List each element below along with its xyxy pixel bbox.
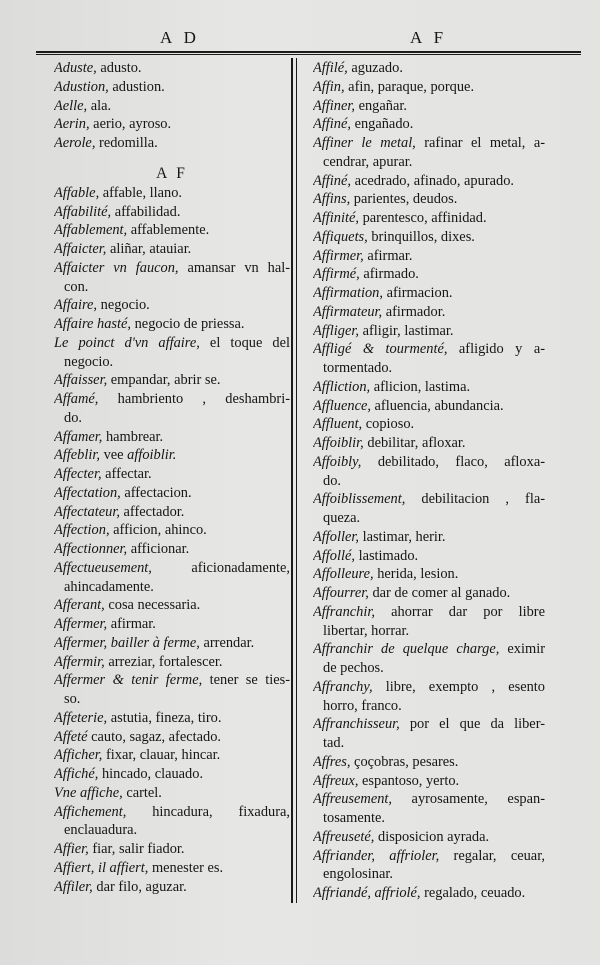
dictionary-entry: [313, 303, 545, 322]
dictionary-entry: [313, 847, 545, 866]
dictionary-entry: [313, 603, 545, 622]
entry-headword: Affliction,: [313, 378, 371, 395]
entry-headword: Vne affiche,: [54, 784, 123, 801]
entry-headword: Affiler,: [54, 878, 93, 895]
entry-headword: Aerole,: [54, 135, 96, 151]
entry-continuation: queza.: [323, 510, 361, 526]
section-heading: A F: [156, 164, 188, 182]
entry-definition: cauto, sagaz, afectado.: [87, 728, 221, 745]
entry-continuation: negocio.: [64, 353, 114, 370]
entry-headword: Adustion,: [54, 78, 109, 95]
entry-headword: Affection,: [54, 522, 110, 539]
entry-definition: debilitacion , fla-: [405, 491, 545, 508]
entry-definition: affectacion.: [120, 484, 192, 501]
dictionary-entry: [54, 728, 290, 747]
entry-definition: el toque del: [199, 334, 290, 351]
right-column: [313, 59, 545, 903]
entry-definition: dar de comer al ganado.: [368, 585, 511, 601]
entry-headword: Aerin,: [54, 116, 90, 133]
entry-definition: affectar.: [101, 466, 152, 482]
entry-headword: Affectionner,: [54, 541, 128, 557]
entry-definition: debilitado, flaco, afloxa-: [361, 453, 545, 470]
entry-definition: aerio, ayroso.: [89, 116, 172, 133]
dictionary-entry: [313, 265, 545, 284]
section-gap: [54, 153, 290, 161]
entry-headword: Affreusement,: [313, 791, 392, 808]
entry-headword: Affollé,: [313, 547, 355, 564]
dictionary-entry: [313, 172, 545, 191]
entry-definition: affabilidad.: [111, 203, 181, 220]
entry-headword: Affaicter,: [54, 241, 107, 257]
entry-continuation: tosamente.: [323, 810, 385, 826]
entry-headword: Affecter,: [54, 466, 102, 482]
entry-headword: Affranchir de quelque charge,: [313, 641, 500, 658]
dictionary-entry: [313, 228, 545, 247]
dictionary-entry: [313, 715, 545, 734]
entry-definition: vee: [99, 447, 128, 464]
dictionary-entry: [313, 190, 545, 209]
entry-definition: astutia, fineza, tiro.: [107, 709, 222, 726]
entry-continuation: enclauadura.: [64, 822, 138, 839]
entry-continuation: con.: [64, 278, 89, 295]
entry-headword: Affamer,: [54, 428, 103, 445]
entry-headword: Affoiblir,: [313, 435, 364, 451]
entry-headword: Affiner le metal,: [313, 135, 416, 151]
dictionary-entry: [313, 547, 545, 566]
dictionary-entry: [54, 540, 290, 559]
entry-definition: afirmado.: [359, 266, 419, 283]
entry-definition: aguzado.: [347, 60, 403, 76]
entry-definition: afficion, ahinco.: [109, 522, 207, 539]
dictionary-entry: [313, 753, 545, 772]
entry-definition: afluencia, abundancia.: [370, 397, 504, 414]
dictionary-entry: [54, 203, 290, 222]
dictionary-entry: [54, 240, 290, 259]
entry-definition: afirmar.: [363, 247, 413, 264]
entry-definition: negocio.: [97, 297, 150, 314]
entry-definition: amansar vn hal-: [178, 259, 290, 276]
entry-continuation: tormentado.: [323, 360, 393, 376]
entry-headword: Affriandé, affriolé,: [313, 885, 421, 901]
entry-headword: Affable,: [54, 184, 100, 201]
entry-definition: parentesco, affinidad.: [358, 210, 487, 226]
dictionary-entry: [54, 746, 290, 765]
entry-continuation: do.: [323, 472, 341, 489]
entry-continuation: horro, franco.: [323, 697, 402, 714]
entry-headword: Aelle,: [54, 97, 88, 114]
entry-headword: Affeblir,: [54, 447, 100, 464]
entry-definition: adusto.: [96, 60, 142, 76]
entry-definition: affablemente.: [127, 222, 210, 239]
dictionary-entry: [54, 503, 290, 522]
dictionary-entry: [54, 671, 290, 690]
entry-definition: regalar, ceuar,: [439, 847, 545, 864]
dictionary-entry: [54, 596, 290, 615]
entry-headword: Affablement,: [54, 222, 128, 239]
entry-definition: fixar, clauar, hincar.: [102, 747, 221, 764]
entry-definition: espantoso, yerto.: [358, 772, 460, 789]
entry-headword: Affranchy,: [313, 678, 373, 695]
entry-headword: Affirmer,: [313, 247, 364, 264]
entry-headword: Affeterie,: [54, 709, 108, 726]
entry-definition: cosa necessaria.: [104, 597, 201, 614]
dictionary-entry: [54, 765, 290, 784]
entry-headword: Affirmateur,: [313, 303, 383, 320]
entry-definition: affable, llano.: [99, 184, 183, 201]
entry-headword: Affiner,: [313, 97, 355, 114]
dictionary-entry: [313, 678, 545, 697]
entry-definition: tener se ties-: [202, 672, 290, 689]
entry-definition: afirmar.: [107, 616, 156, 632]
dictionary-entry: [54, 840, 290, 859]
dictionary-entry: [54, 859, 290, 878]
entry-definition: adustion.: [108, 78, 165, 95]
entry-headword: Affirmé,: [313, 266, 360, 283]
entry-definition: acedrado, afinado, apurado.: [350, 172, 514, 189]
column-divider-thin: [296, 58, 297, 903]
entry-definition: ala.: [87, 97, 112, 114]
dictionary-entry: [54, 784, 290, 803]
dictionary-entry: [54, 184, 290, 203]
entry-definition: disposicion ayrada.: [374, 828, 490, 845]
entry-definition: dar filo, aguzar.: [92, 878, 187, 895]
entry-definition: brinquillos, dixes.: [367, 228, 475, 245]
dictionary-entry: [313, 134, 545, 153]
dictionary-entry: [313, 59, 545, 78]
entry-headword: Affoller,: [313, 528, 359, 545]
entry-headword: Affiné,: [313, 116, 351, 133]
entry-headword: Affliger,: [313, 322, 359, 339]
dictionary-entry: [54, 259, 290, 278]
entry-headword: Affinité,: [313, 210, 359, 226]
entry-definition: regalado, ceuado.: [420, 885, 526, 901]
entry-headword: Affaisser,: [54, 372, 108, 389]
entry-definition: hincadura, fixadura,: [126, 803, 290, 820]
entry-definition: hambriento , deshambri-: [98, 391, 290, 407]
dictionary-entry: [313, 378, 545, 397]
entry-headword: Affins,: [313, 191, 351, 208]
dictionary-entry: [54, 115, 290, 134]
entry-definition: cartel.: [122, 784, 162, 801]
entry-definition: libre, exempto , esento: [372, 678, 545, 695]
dictionary-entry: [54, 878, 290, 897]
entry-definition: afirmador.: [382, 303, 446, 320]
entry-headword: Affiert, il affiert,: [54, 859, 149, 876]
dictionary-entry: [313, 490, 545, 509]
entry-headword: Affamé,: [54, 391, 99, 407]
entry-headword: Affranchir,: [313, 603, 375, 620]
dictionary-entry: [313, 772, 545, 791]
dictionary-entry: [54, 653, 290, 672]
entry-definition: por el que da liber-: [399, 716, 545, 733]
dictionary-entry: [54, 59, 290, 78]
entry-headword: Affectation,: [54, 484, 121, 501]
dictionary-entry: [313, 434, 545, 453]
entry-definition: eximir: [499, 641, 545, 658]
entry-definition: empandar, abrir se.: [107, 372, 221, 389]
entry-headword: Affoibly,: [313, 453, 362, 470]
entry-headword: Affichement,: [54, 803, 127, 820]
entry-definition: herida, lesion.: [373, 566, 459, 583]
entry-definition: çoçobras, pesares.: [350, 753, 459, 770]
entry-headword: Affermir,: [54, 653, 105, 670]
dictionary-entry: [313, 584, 545, 603]
dictionary-entry: [54, 446, 290, 465]
entry-definition: aflicion, lastima.: [370, 378, 471, 395]
entry-definition: aficionadamente,: [151, 559, 290, 576]
entry-headword: Aduste,: [54, 60, 97, 76]
entry-definition: arreziar, fortalescer.: [104, 653, 223, 670]
dictionary-entry: [313, 97, 545, 116]
entry-headword: Afficher,: [54, 747, 103, 764]
header-rule-thin: [36, 54, 581, 55]
entry-headword: Affectueusement,: [54, 559, 152, 576]
dictionary-entry: [54, 371, 290, 390]
dictionary-entry: [54, 390, 290, 409]
entry-definition: afficionar.: [127, 541, 190, 557]
entry-headword: Affectateur,: [54, 503, 120, 520]
dictionary-entry: [313, 115, 545, 134]
entry-headword: Affermer,: [54, 616, 108, 632]
entry-continuation: engolosinar.: [323, 866, 393, 883]
dictionary-entry: [313, 247, 545, 266]
entry-headword: Affriander, affrioler,: [313, 847, 440, 864]
dictionary-entry: [313, 397, 545, 416]
running-head-left: A D: [160, 28, 200, 47]
entry-definition: lastimar, herir.: [358, 528, 446, 545]
entry-headword: Affabilité,: [54, 203, 112, 220]
dictionary-entry: [54, 465, 290, 484]
dictionary-entry: [54, 334, 290, 353]
entry-headword: Le poinct d'vn affaire,: [54, 334, 200, 351]
dictionary-entry: [54, 803, 290, 822]
entry-definition: afin, paraque, porque.: [344, 78, 475, 95]
entry-definition: afligir, lastimar.: [358, 322, 454, 339]
entry-headword: Affreux,: [313, 772, 359, 789]
entry-headword: Affermer, bailler à ferme,: [54, 634, 200, 651]
dictionary-entry: [54, 97, 290, 116]
entry-headword: Affiquets,: [313, 228, 368, 245]
dictionary-entry: [313, 78, 545, 97]
entry-headword: Affres,: [313, 753, 351, 770]
entry-headword: Afferant,: [54, 597, 105, 614]
entry-continuation: cendrar, apurar.: [323, 153, 413, 170]
entry-headword: Affermer & tenir ferme,: [54, 672, 203, 689]
entry-headword: Affranchisseur,: [313, 716, 400, 733]
dictionary-entry: [313, 453, 545, 472]
dictionary-entry: [54, 484, 290, 503]
dictionary-entry: [313, 640, 545, 659]
entry-definition: affectador.: [119, 503, 185, 520]
left-column: [54, 59, 290, 896]
entry-headword: Affligé & tourmenté,: [313, 341, 448, 358]
entry-definition: hambrear.: [102, 428, 164, 445]
entry-headword: Affin,: [313, 78, 345, 95]
dictionary-entry: [313, 209, 545, 228]
entry-definition: rafinar el metal, a-: [415, 135, 545, 151]
entry-continuation: tad.: [323, 735, 345, 751]
dictionary-entry: [54, 296, 290, 315]
entry-headword: Affoiblissement,: [313, 491, 406, 508]
entry-headword: Affirmation,: [313, 285, 383, 301]
dictionary-entry: [54, 78, 290, 97]
entry-definition: lastimado.: [354, 547, 419, 564]
dictionary-entry: [313, 322, 545, 341]
dictionary-entry: [54, 521, 290, 540]
entry-definition: parientes, deudos.: [350, 191, 458, 208]
dictionary-entry: [54, 634, 290, 653]
dictionary-entry: [54, 428, 290, 447]
entry-headword: Affaire hasté,: [54, 316, 132, 332]
dictionary-entry: [54, 559, 290, 578]
entry-headword: Affluent,: [313, 416, 363, 433]
entry-headword: Affreuseté,: [313, 828, 375, 845]
entry-continuation: libertar, horrar.: [323, 622, 410, 639]
entry-headword: Affourrer,: [313, 585, 369, 601]
entry-continuation: ahincadamente.: [64, 578, 154, 595]
dictionary-entry: [313, 565, 545, 584]
entry-crossref: affoiblir.: [127, 447, 177, 464]
running-head-right: A F: [410, 28, 448, 47]
entry-headword: Affaire,: [54, 297, 98, 314]
dictionary-entry: [313, 828, 545, 847]
entry-continuation: do.: [64, 409, 82, 426]
entry-definition: aliñar, atauiar.: [106, 241, 192, 257]
entry-headword: Affiné,: [313, 172, 351, 189]
entry-definition: ayrosamente, espan-: [392, 791, 545, 808]
entry-headword: Affier,: [54, 841, 89, 857]
entry-definition: arrendar.: [199, 634, 255, 651]
entry-definition: afirmacion.: [382, 285, 453, 301]
entry-definition: copioso.: [362, 416, 415, 433]
entry-definition: hincado, clauado.: [98, 766, 204, 782]
dictionary-entry: [54, 615, 290, 634]
dictionary-entry: [54, 709, 290, 728]
column-divider: [291, 58, 293, 903]
entry-definition: fiar, salir fiador.: [88, 841, 185, 857]
header-rule: [36, 51, 581, 53]
entry-definition: debilitar, afloxar.: [363, 435, 466, 451]
dictionary-entry: [54, 134, 290, 153]
dictionary-entry: [54, 315, 290, 334]
entry-headword: Affeté: [54, 728, 88, 745]
dictionary-entry: [54, 221, 290, 240]
dictionary-entry: [313, 340, 545, 359]
entry-definition: ahorrar dar por libre: [374, 603, 545, 620]
entry-headword: Affilé,: [313, 60, 348, 76]
dictionary-entry: [313, 790, 545, 809]
entry-headword: Affluence,: [313, 397, 371, 414]
entry-definition: menester es.: [148, 859, 224, 876]
entry-continuation: so.: [64, 691, 81, 707]
entry-definition: engañar.: [354, 97, 407, 114]
dictionary-entry: [313, 528, 545, 547]
entry-headword: Affiché,: [54, 766, 99, 782]
entry-definition: redomilla.: [95, 135, 158, 151]
entry-definition: afligido y a-: [447, 341, 545, 358]
dictionary-entry: [313, 284, 545, 303]
entry-headword: Affaicter vn faucon,: [54, 259, 179, 276]
dictionary-entry: [313, 415, 545, 434]
entry-definition: engañado.: [350, 116, 414, 133]
entry-definition: negocio de priessa.: [131, 316, 245, 332]
entry-headword: Affolleure,: [313, 566, 374, 583]
entry-continuation: de pechos.: [323, 660, 384, 676]
dictionary-entry: [313, 884, 545, 903]
